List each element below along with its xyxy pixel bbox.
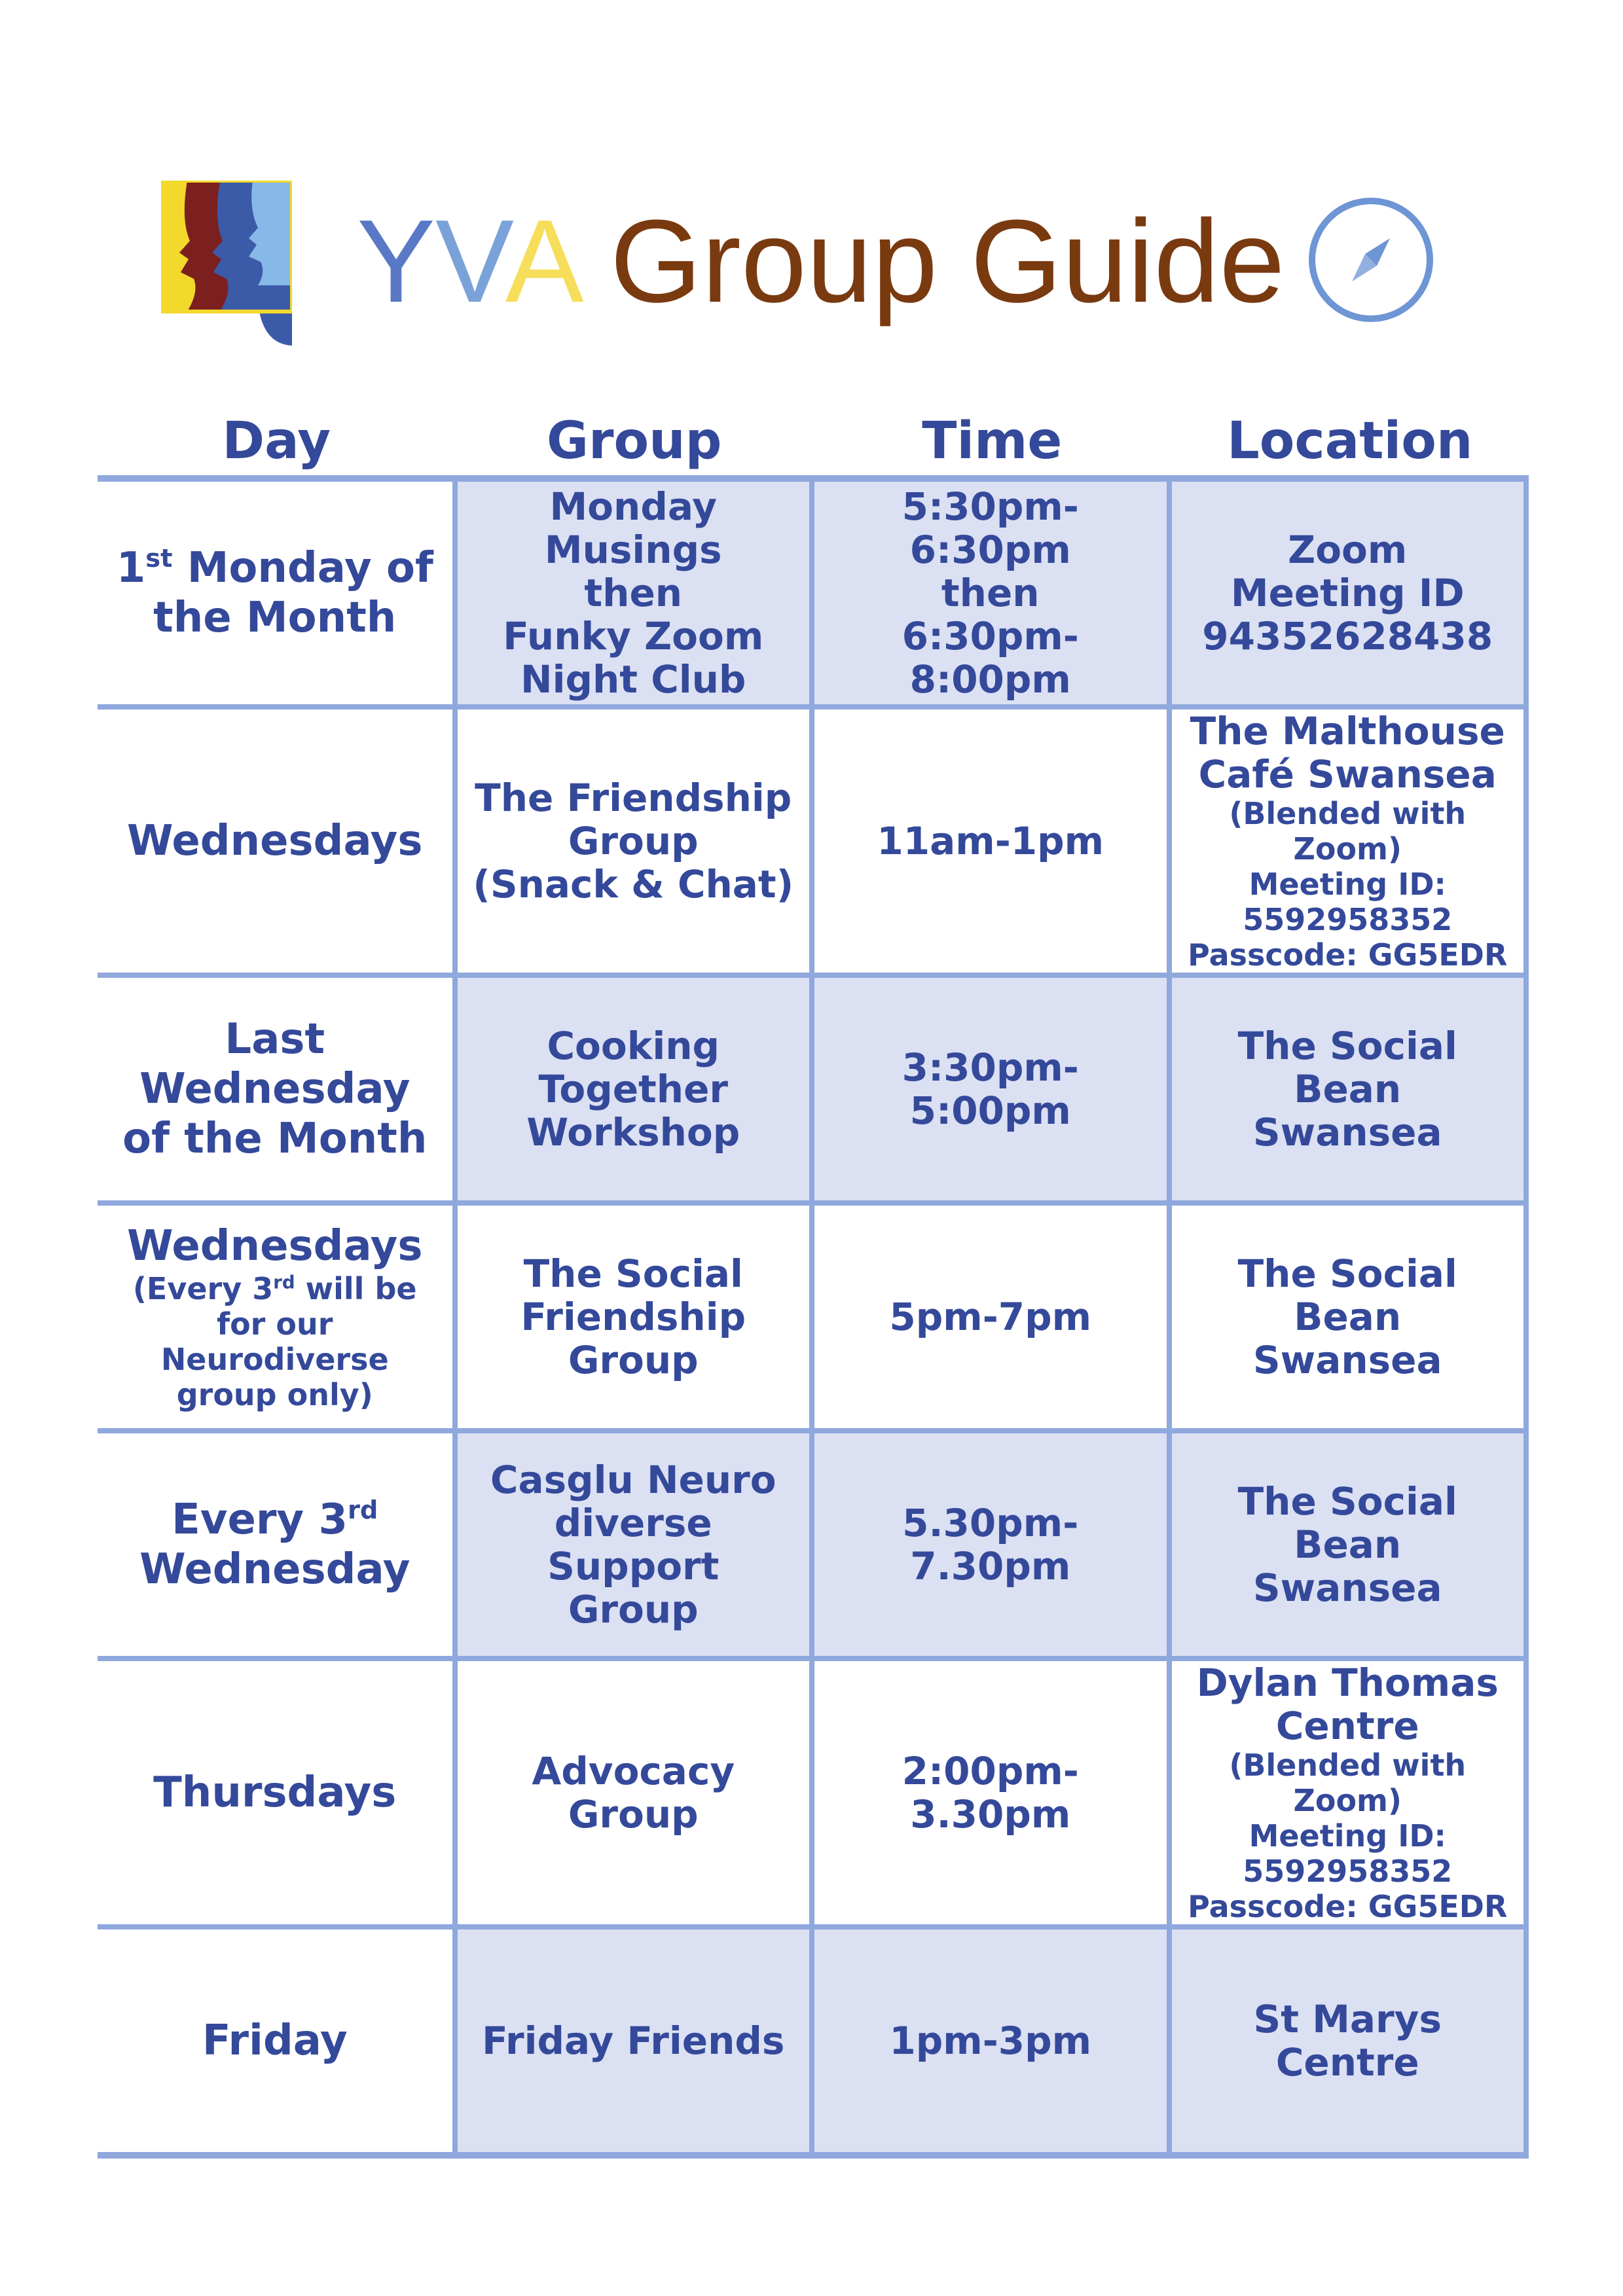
header-group: Group	[547, 412, 722, 471]
day-cell: Wednesdays	[98, 707, 455, 975]
table-row	[98, 478, 1526, 707]
group-cell: The Social Friendship Group	[455, 1203, 812, 1431]
group-cell: Casglu Neuro diverse Support Group	[455, 1431, 812, 1659]
header-day: Day	[222, 412, 331, 471]
compass-icon	[1306, 195, 1436, 325]
column-headers	[98, 406, 1529, 476]
day-cell: 1st Monday of the Month	[98, 478, 455, 707]
location-cell: The Social Bean Swansea	[1169, 1203, 1527, 1431]
location-cell: St Marys Centre	[1169, 1927, 1527, 2155]
day-cell: Every 3rd Wednesday	[98, 1431, 455, 1659]
group-cell: Advocacy Group	[455, 1659, 812, 1927]
page-title: YVA Group Guide	[357, 196, 1285, 327]
group-cell: Cooking Together Workshop	[455, 975, 812, 1203]
header-location: Location	[1227, 412, 1473, 471]
location-cell: The Social Bean Swansea	[1169, 1431, 1527, 1659]
time-cell: 2:00pm-3.30pm	[812, 1659, 1169, 1927]
table-row	[98, 975, 1526, 1203]
group-cell: Friday Friends	[455, 1927, 812, 2155]
group-guide-table	[98, 475, 1529, 2159]
day-cell: Friday	[98, 1927, 455, 2155]
day-cell: Thursdays	[98, 1659, 455, 1927]
header-time: Time	[922, 412, 1063, 471]
day-cell: Wednesdays (Every 3rd will be for our Neurodiverse group only)	[98, 1203, 455, 1431]
location-cell: Dylan Thomas Centre (Blended with Zoom) Meeting ID: 5592958352 Passcode: GG5EDR	[1169, 1659, 1527, 1927]
time-cell: 3:30pm-5:00pm	[812, 975, 1169, 1203]
group-cell: The Friendship Group (Snack & Chat)	[455, 707, 812, 975]
time-cell: 5pm-7pm	[812, 1203, 1169, 1431]
time-cell: 5.30pm-7.30pm	[812, 1431, 1169, 1659]
location-cell: The Social Bean Swansea	[1169, 975, 1527, 1203]
group-cell: Monday Musings then Funky Zoom Night Club	[455, 478, 812, 707]
time-cell: 11am-1pm	[812, 707, 1169, 975]
table-row	[98, 707, 1526, 975]
time-cell: 5:30pm-6:30pm then 6:30pm-8:00pm	[812, 478, 1169, 707]
table-row	[98, 1203, 1526, 1431]
location-cell: The Malthouse Café Swansea (Blended with Zoom) Meeting ID: 5592958352 Passcode: GG5EDR	[1169, 707, 1527, 975]
table-row	[98, 1659, 1526, 1927]
yva-logo-icon	[161, 181, 292, 346]
location-cell: Zoom Meeting ID 94352628438	[1169, 478, 1527, 707]
table-row	[98, 1431, 1526, 1659]
day-cell: Last Wednesday of the Month	[98, 975, 455, 1203]
table-row	[98, 1927, 1526, 2155]
time-cell: 1pm-3pm	[812, 1927, 1169, 2155]
